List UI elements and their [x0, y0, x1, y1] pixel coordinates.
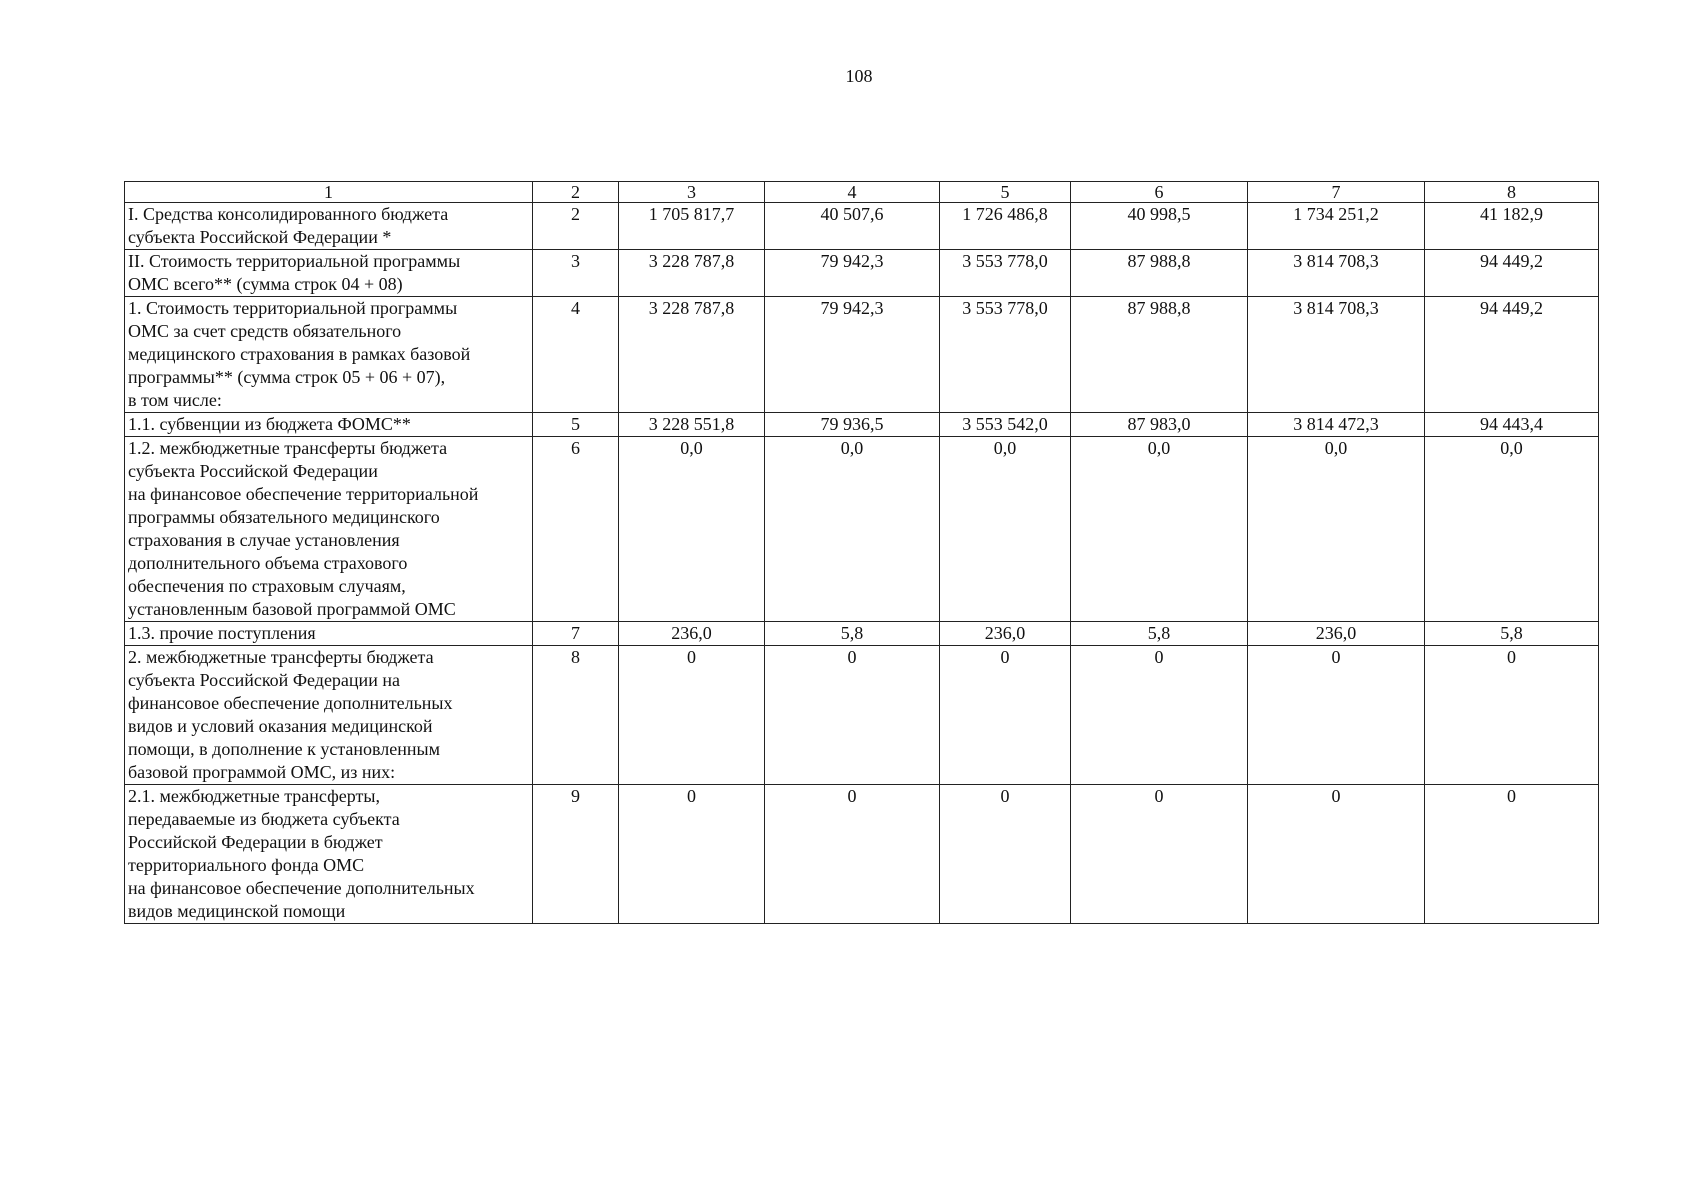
value-cell: 0	[1071, 785, 1248, 924]
row-label	[125, 785, 533, 924]
table-row	[125, 203, 1599, 250]
value-cell: 3 228 551,8	[619, 413, 765, 437]
row-label-line: субъекта Российской Федерации *	[128, 227, 392, 247]
table-header-row	[125, 182, 1599, 203]
value-cell: 87 983,0	[1071, 413, 1248, 437]
row-label-line: 1. Стоимость территориальной программы	[128, 298, 458, 318]
value-cell: 0	[940, 646, 1071, 785]
row-label	[125, 437, 533, 622]
row-label	[125, 622, 533, 646]
table-row	[125, 437, 1599, 622]
row-label-line: субъекта Российской Федерации на	[128, 670, 400, 690]
column-header: 7	[1248, 182, 1425, 203]
value-cell: 0	[619, 646, 765, 785]
row-label-line: на финансовое обеспечение территориальной	[128, 484, 479, 504]
value-cell: 0,0	[1425, 437, 1599, 622]
row-code: 9	[533, 785, 619, 924]
column-header: 8	[1425, 182, 1599, 203]
value-cell: 5,8	[765, 622, 940, 646]
value-cell: 3 814 708,3	[1248, 297, 1425, 413]
value-cell: 87 988,8	[1071, 297, 1248, 413]
row-label-line: ОМС за счет средств обязательного	[128, 321, 402, 341]
table-row	[125, 250, 1599, 297]
value-cell: 236,0	[619, 622, 765, 646]
value-cell: 0	[940, 785, 1071, 924]
row-label-line: территориального фонда ОМС	[128, 855, 365, 875]
table-row	[125, 785, 1599, 924]
value-cell: 236,0	[940, 622, 1071, 646]
row-label-line: 1.1. субвенции из бюджета ФОМС**	[128, 414, 411, 434]
row-label-line: медицинского страхования в рамках базовой	[128, 344, 471, 364]
row-code: 7	[533, 622, 619, 646]
value-cell: 79 942,3	[765, 250, 940, 297]
value-cell: 0	[1248, 646, 1425, 785]
table-row	[125, 297, 1599, 413]
row-label-line: установленным базовой программой ОМС	[128, 599, 456, 619]
row-label-line: 2.1. межбюджетные трансферты,	[128, 786, 380, 806]
value-cell: 0,0	[1071, 437, 1248, 622]
row-label	[125, 297, 533, 413]
value-cell: 3 553 778,0	[940, 250, 1071, 297]
row-label-line: дополнительного объема страхового	[128, 553, 408, 573]
value-cell: 94 449,2	[1425, 250, 1599, 297]
column-header: 1	[125, 182, 533, 203]
value-cell: 3 228 787,8	[619, 297, 765, 413]
row-code: 2	[533, 203, 619, 250]
value-cell: 1 734 251,2	[1248, 203, 1425, 250]
value-cell: 5,8	[1425, 622, 1599, 646]
value-cell: 1 705 817,7	[619, 203, 765, 250]
row-code: 6	[533, 437, 619, 622]
value-cell: 79 942,3	[765, 297, 940, 413]
value-cell: 0,0	[765, 437, 940, 622]
value-cell: 40 507,6	[765, 203, 940, 250]
value-cell: 1 726 486,8	[940, 203, 1071, 250]
row-label-line: программы обязательного медицинского	[128, 507, 440, 527]
table-row	[125, 646, 1599, 785]
row-label-line: субъекта Российской Федерации	[128, 461, 378, 481]
value-cell: 0	[1071, 646, 1248, 785]
column-header: 5	[940, 182, 1071, 203]
value-cell: 0	[765, 646, 940, 785]
value-cell: 0,0	[1248, 437, 1425, 622]
value-cell: 3 553 542,0	[940, 413, 1071, 437]
row-label	[125, 203, 533, 250]
row-label-line: 1.2. межбюджетные трансферты бюджета	[128, 438, 448, 458]
value-cell: 0	[1248, 785, 1425, 924]
column-header: 3	[619, 182, 765, 203]
row-label-line: I. Средства консолидированного бюджета	[128, 204, 449, 224]
row-code: 8	[533, 646, 619, 785]
row-label-line: 2. межбюджетные трансферты бюджета	[128, 647, 434, 667]
column-header: 6	[1071, 182, 1248, 203]
row-label-line: помощи, в дополнение к установленным	[128, 739, 441, 759]
value-cell: 79 936,5	[765, 413, 940, 437]
column-header: 2	[533, 182, 619, 203]
row-label-line: передаваемые из бюджета субъекта	[128, 809, 400, 829]
value-cell: 94 449,2	[1425, 297, 1599, 413]
row-label-line: 1.3. прочие поступления	[128, 623, 316, 643]
value-cell: 3 814 472,3	[1248, 413, 1425, 437]
row-label-line: обеспечения по страховым случаям,	[128, 576, 406, 596]
row-code: 4	[533, 297, 619, 413]
row-label	[125, 413, 533, 437]
value-cell: 3 814 708,3	[1248, 250, 1425, 297]
row-code: 3	[533, 250, 619, 297]
row-label-line: страхования в случае установления	[128, 530, 400, 550]
value-cell: 94 443,4	[1425, 413, 1599, 437]
value-cell: 0	[1425, 646, 1599, 785]
value-cell: 0,0	[940, 437, 1071, 622]
value-cell: 0,0	[619, 437, 765, 622]
table-row	[125, 622, 1599, 646]
value-cell: 0	[765, 785, 940, 924]
table-row	[125, 413, 1599, 437]
row-label-line: ОМС всего** (сумма строк 04 + 08)	[128, 274, 403, 294]
row-label	[125, 646, 533, 785]
row-code: 5	[533, 413, 619, 437]
value-cell: 41 182,9	[1425, 203, 1599, 250]
row-label-line: финансовое обеспечение дополнительных	[128, 693, 453, 713]
value-cell: 236,0	[1248, 622, 1425, 646]
value-cell: 0	[619, 785, 765, 924]
row-label-line: Российской Федерации в бюджет	[128, 832, 383, 852]
row-label-line: II. Стоимость территориальной программы	[128, 251, 461, 271]
row-label-line: базовой программой ОМС, из них:	[128, 762, 396, 782]
value-cell: 0	[1425, 785, 1599, 924]
table-body	[125, 182, 1599, 924]
value-cell: 5,8	[1071, 622, 1248, 646]
page-number: 108	[845, 66, 873, 86]
value-cell: 3 228 787,8	[619, 250, 765, 297]
row-label-line: видов медицинской помощи	[128, 901, 346, 921]
row-label	[125, 250, 533, 297]
row-label-line: видов и условий оказания медицинской	[128, 716, 433, 736]
value-cell: 87 988,8	[1071, 250, 1248, 297]
value-cell: 40 998,5	[1071, 203, 1248, 250]
column-header: 4	[765, 182, 940, 203]
value-cell: 3 553 778,0	[940, 297, 1071, 413]
row-label-line: программы** (сумма строк 05 + 06 + 07),	[128, 367, 446, 387]
row-label-line: на финансовое обеспечение дополнительных	[128, 878, 475, 898]
row-label-line: в том числе:	[128, 390, 222, 410]
financing-table	[124, 181, 1599, 924]
